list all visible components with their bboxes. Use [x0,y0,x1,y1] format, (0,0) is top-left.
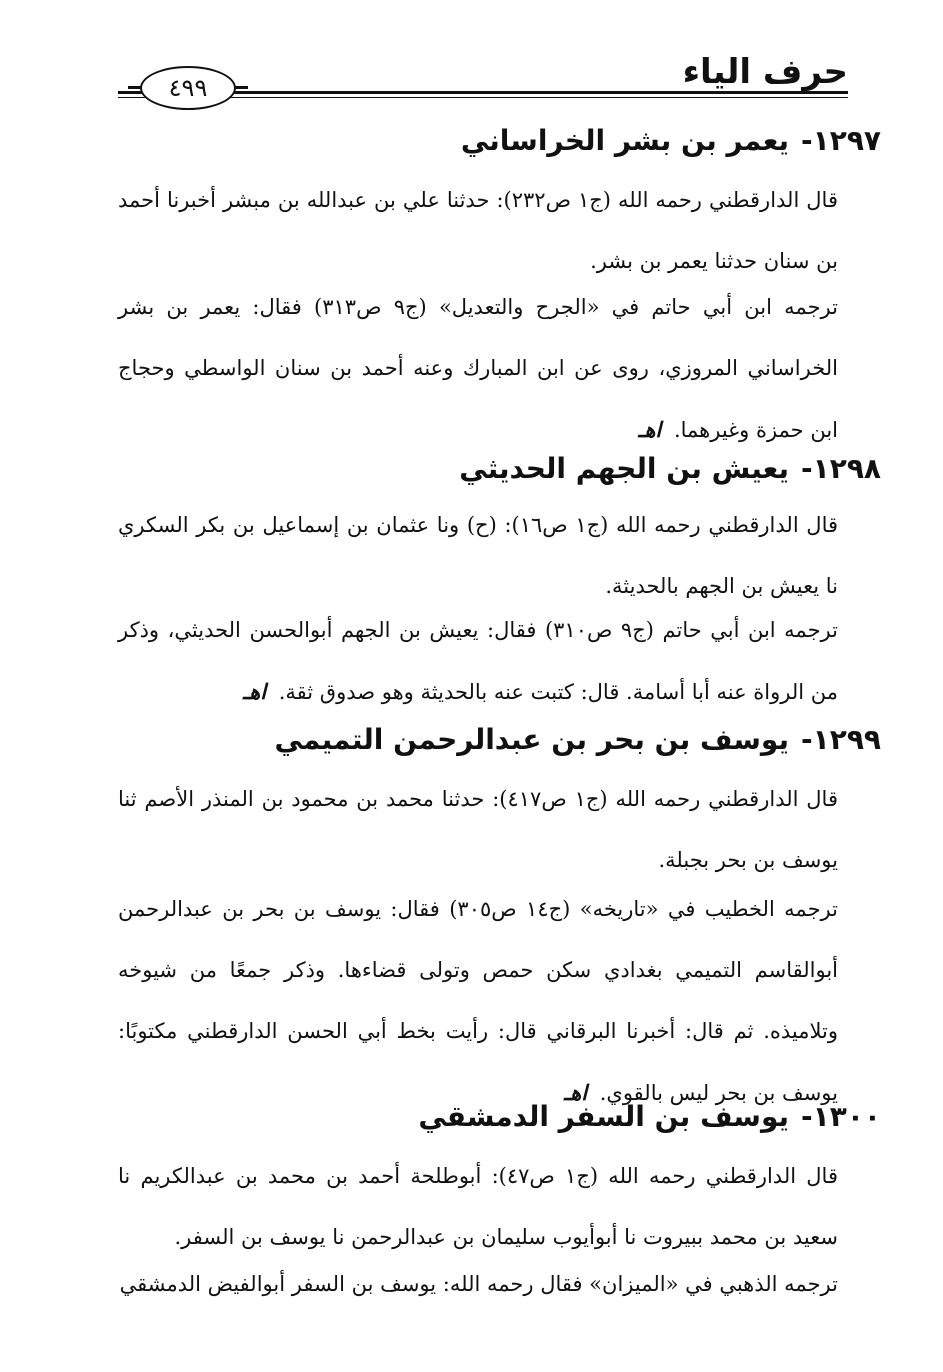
paragraph-text: ترجمه ابن أبي حاتم في «الجرح والتعديل» (ج٩ ص٣١٣) فقال: يعمر بن بشر الخراساني المروزي، روى عن ابن المبارك وعنه أحمد بن سنان الواسطي وحجاج ابن حمزة وغيرهما. [118,295,838,442]
entry-number: ١٢٩٩- [801,723,881,756]
entry-name: يعمر بن بشر الخراساني [460,124,790,157]
end-mark: اهـ [563,1080,588,1105]
end-mark: اهـ [638,417,662,442]
entry-heading [418,1097,881,1137]
chapter-title: حرف الياء [682,52,848,92]
entry-paragraph: قال الدارقطني رحمه الله (ج١ ص٤١٧): حدثنا محمد بن محمود بن المنذر الأصم ثنا يوسف بن بحر بجبلة. [118,787,838,872]
entry-heading [275,720,881,760]
entry-name: يوسف بن بحر بن عبدالرحمن التميمي [274,723,790,756]
entry-paragraph: قال الدارقطني رحمه الله (ج١ ص١٦): (ح) ونا عثمان بن إسماعيل بن بكر السكري نا يعيش بن الجهم بالحديثة. [118,513,839,598]
entry-number: ١٣٠٠- [801,1100,881,1133]
paragraph-text: ترجمه الخطيب في «تاريخه» (ج١٤ ص٣٠٥) فقال: يوسف بن بحر بن عبدالرحمن أبوالقاسم التميمي بغدادي سكن حمص وتولى قضاءها. وذكر جمعًا من شيوخه وتلاميذه. ثم قال: أخبرنا البرقاني قال: رأيت بخط أبي الحسن الدارقطني مكتوبًا: يوسف بن بحر ليس بالقوي. [118,897,838,1105]
entry-number: ١٢٩٧- [801,124,881,157]
entry-paragraph [118,1253,838,1315]
paragraph-text: ترجمه الذهبي في «الميزان» فقال رحمه الله: يوسف بن السفر أبوالفيض الدمشقي [119,1272,838,1296]
entry-paragraph [118,879,838,1124]
page-number: ٤٩٩ [140,66,236,110]
entry-paragraph: قال الدارقطني رحمه الله (ج١ ص٤٧): أبوطلحة أحمد بن محمد بن عبدالكريم نا سعيد بن محمد ببيروت نا أبوأيوب سليمان بن عبدالرحمن نا يوسف بن السفر. [118,1164,838,1249]
paragraph-text: ترجمه ابن أبي حاتم (ج٩ ص٣١٠) فقال: يعيش بن الجهم أبوالحسن الحديثي، وذكر من الرواة عنه أبا أسامة. قال: كتبت عنه بالحديثة وهو صدوق ثقة. [118,618,838,704]
entry-paragraph [118,277,838,461]
entry-number: ١٢٩٨- [801,452,881,485]
end-mark: اهـ [242,679,267,704]
entry-paragraph [118,600,838,723]
entry-heading [459,449,881,489]
page-header [118,42,848,102]
entry-name: يوسف بن السفر الدمشقي [418,1100,790,1133]
entry-paragraph: قال الدارقطني رحمه الله (ج١ ص٢٣٢): حدثنا علي بن عبدالله بن مبشر أخبرنا أحمد بن سنان حدثنا يعمر بن بشر. [118,188,838,273]
entry-name: يعيش بن الجهم الحديثي [459,452,790,485]
entry-heading [461,121,881,161]
